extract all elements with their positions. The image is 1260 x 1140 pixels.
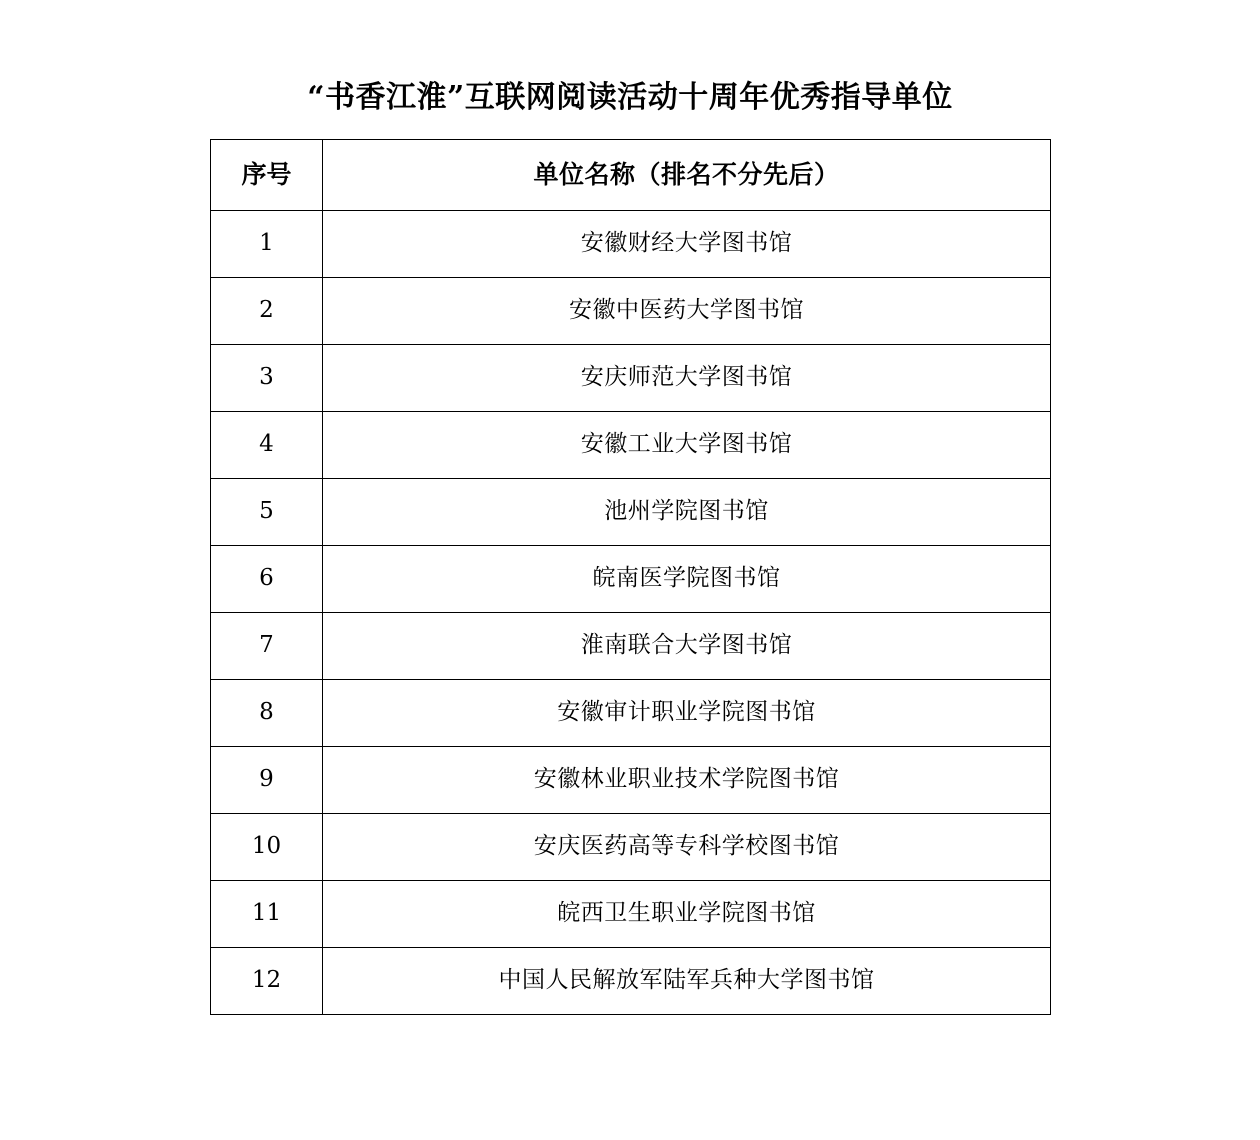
- cell-index: 11: [211, 881, 323, 948]
- cell-unit-name: 皖南医学院图书馆: [323, 546, 1051, 613]
- column-header-name: 单位名称（排名不分先后）: [323, 140, 1051, 211]
- cell-index: 6: [211, 546, 323, 613]
- table-row: [211, 412, 1051, 479]
- cell-unit-name: 池州学院图书馆: [323, 479, 1051, 546]
- table-header-row: [211, 140, 1051, 211]
- table-row: [211, 546, 1051, 613]
- cell-index: 8: [211, 680, 323, 747]
- cell-index: 2: [211, 278, 323, 345]
- cell-unit-name: 皖西卫生职业学院图书馆: [323, 881, 1051, 948]
- table-container: [210, 139, 1050, 1015]
- table-row: [211, 814, 1051, 881]
- units-table: [210, 139, 1051, 1015]
- cell-unit-name: 安徽财经大学图书馆: [323, 211, 1051, 278]
- table-row: [211, 948, 1051, 1015]
- table-row: [211, 613, 1051, 680]
- table-row: [211, 747, 1051, 814]
- cell-unit-name: 安庆医药高等专科学校图书馆: [323, 814, 1051, 881]
- cell-index: 7: [211, 613, 323, 680]
- cell-unit-name: 中国人民解放军陆军兵种大学图书馆: [323, 948, 1051, 1015]
- cell-index: 12: [211, 948, 323, 1015]
- cell-index: 10: [211, 814, 323, 881]
- table-header: [211, 140, 1051, 211]
- table-body: [211, 211, 1051, 1015]
- cell-unit-name: 安徽中医药大学图书馆: [323, 278, 1051, 345]
- cell-unit-name: 安徽林业职业技术学院图书馆: [323, 747, 1051, 814]
- cell-unit-name: 淮南联合大学图书馆: [323, 613, 1051, 680]
- column-header-index: 序号: [211, 140, 323, 211]
- table-row: [211, 479, 1051, 546]
- cell-index: 4: [211, 412, 323, 479]
- cell-unit-name: 安庆师范大学图书馆: [323, 345, 1051, 412]
- page-title: “书香江淮”互联网阅读活动十周年优秀指导单位: [307, 80, 953, 115]
- table-row: [211, 278, 1051, 345]
- table-row: [211, 881, 1051, 948]
- cell-unit-name: 安徽审计职业学院图书馆: [323, 680, 1051, 747]
- cell-index: 5: [211, 479, 323, 546]
- cell-index: 9: [211, 747, 323, 814]
- table-row: [211, 211, 1051, 278]
- table-row: [211, 680, 1051, 747]
- table-row: [211, 345, 1051, 412]
- cell-unit-name: 安徽工业大学图书馆: [323, 412, 1051, 479]
- cell-index: 1: [211, 211, 323, 278]
- cell-index: 3: [211, 345, 323, 412]
